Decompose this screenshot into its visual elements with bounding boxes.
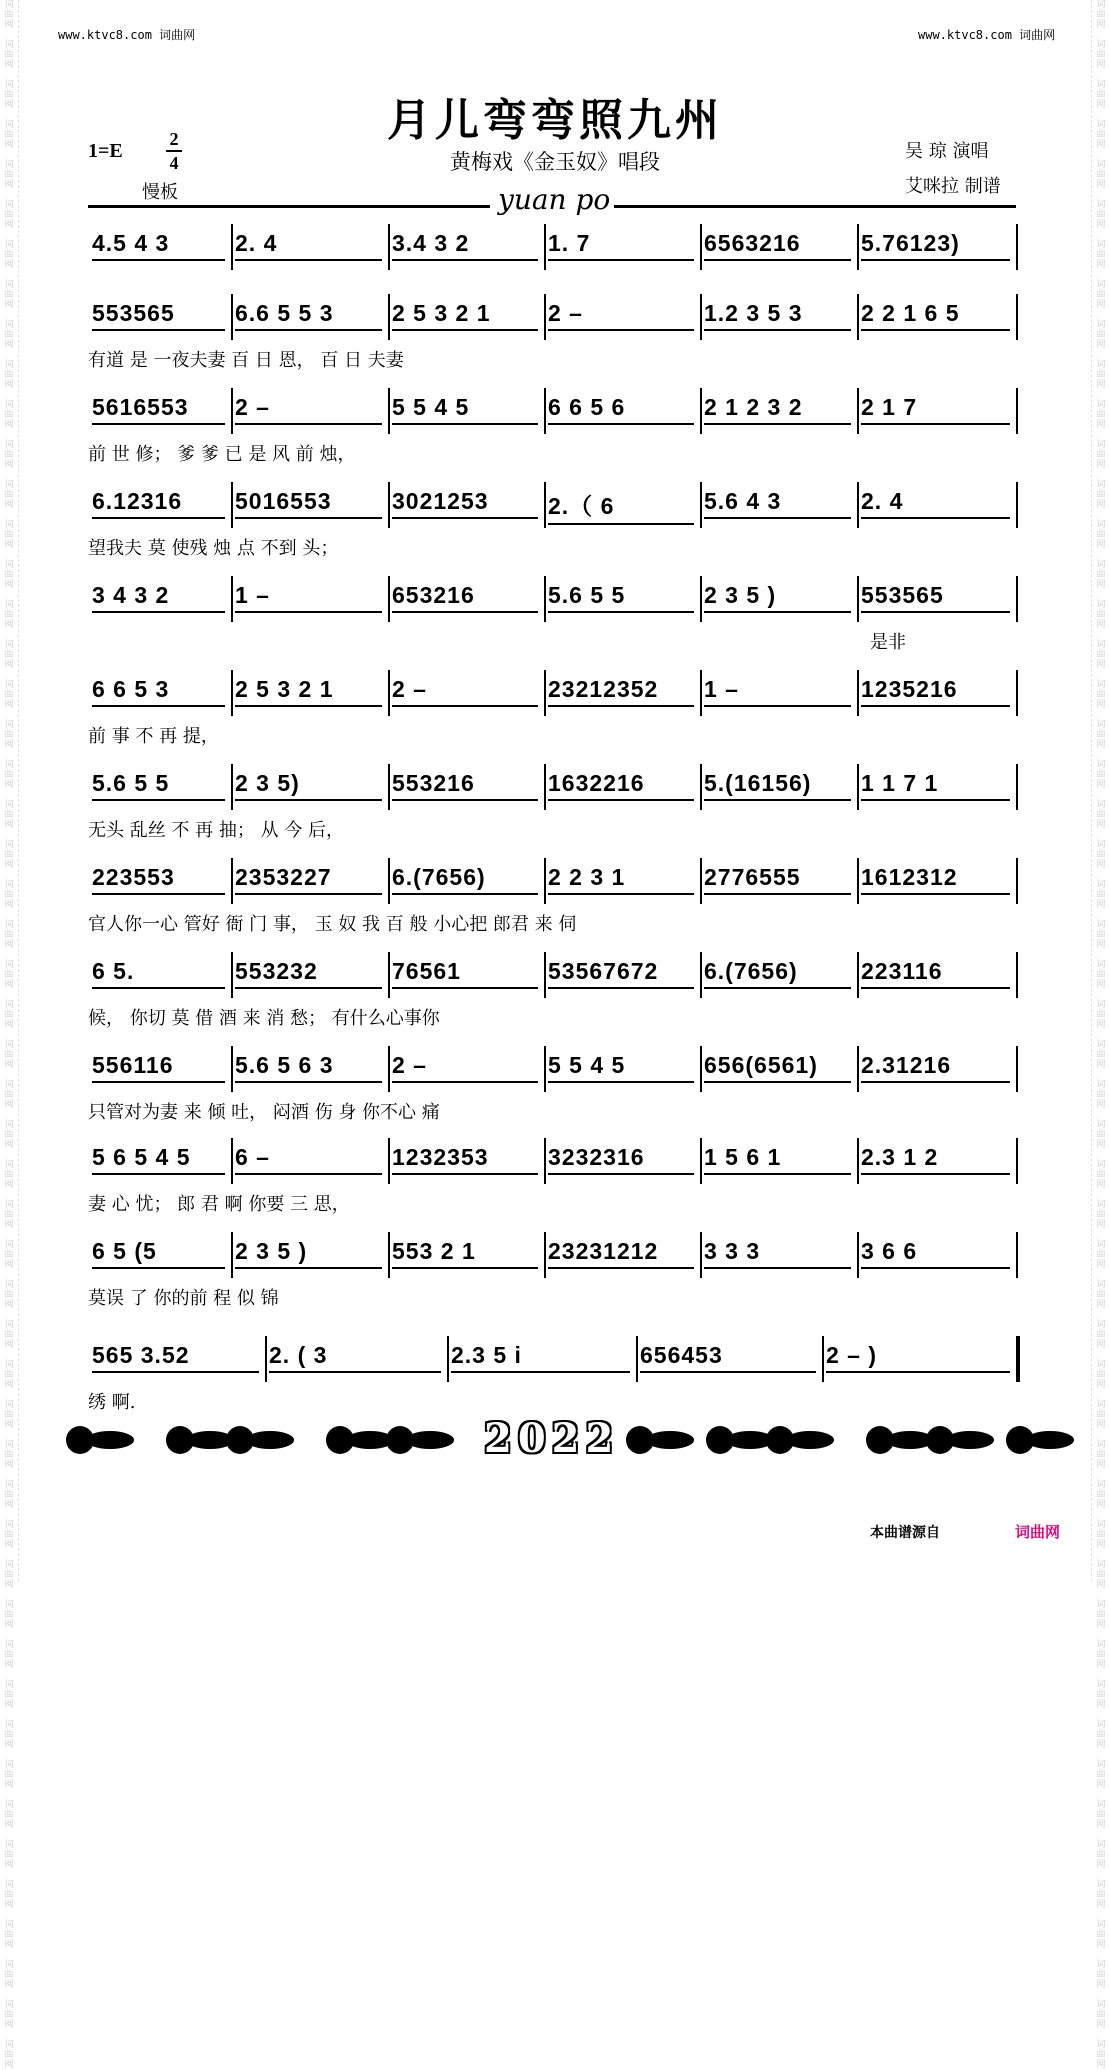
time-bottom: 4 xyxy=(169,153,179,173)
measure-notes: 2 3 5 ) xyxy=(704,582,851,613)
measure-notes: 5.6 4 3 xyxy=(704,488,851,519)
barline xyxy=(857,1046,859,1092)
measure-notes: 2 – xyxy=(392,1052,538,1083)
measure-notes: 3.4 3 2 xyxy=(392,230,538,261)
barline xyxy=(700,294,702,340)
measure-notes: 5.6 5 6 3 xyxy=(235,1052,382,1083)
measure-notes: 4.5 4 3 xyxy=(92,230,225,261)
barline xyxy=(231,1138,233,1184)
measure-notes: 6.(7656) xyxy=(704,958,851,989)
lyric-line: 妻 心 忧； 郎 君 啊 你要 三 思， xyxy=(88,1194,350,1215)
measure-notes: 2 – ) xyxy=(826,1342,1010,1373)
measure-notes: 1 5 6 1 xyxy=(704,1144,851,1175)
ornament-leaf xyxy=(406,1431,454,1449)
measure-notes: 1632216 xyxy=(548,770,694,801)
time-top: 2 xyxy=(169,129,179,149)
measure-notes: 1232353 xyxy=(392,1144,538,1175)
barline xyxy=(1016,670,1018,716)
barline xyxy=(388,1046,390,1092)
measure-notes: 223553 xyxy=(92,864,225,895)
measure-notes: 5016553 xyxy=(235,488,382,519)
barline xyxy=(857,224,859,270)
lyric-line: 无头 乱丝 不 再 抽； 从 今 后， xyxy=(88,820,345,841)
barline xyxy=(700,1138,702,1184)
barline xyxy=(700,388,702,434)
measure-notes: 2 – xyxy=(235,394,382,425)
barline xyxy=(857,576,859,622)
barline xyxy=(231,482,233,528)
barline xyxy=(1016,482,1018,528)
measure-notes: 5616553 xyxy=(92,394,225,425)
measure-notes: 553232 xyxy=(235,958,382,989)
measure-notes: 1 – xyxy=(704,676,851,707)
barline xyxy=(265,1336,267,1382)
barline xyxy=(544,952,546,998)
barline xyxy=(700,1232,702,1278)
site-url-left-text: www.ktvc8.com xyxy=(58,28,152,42)
measure-notes: 553565 xyxy=(92,300,225,331)
measure-notes: 6 – xyxy=(235,1144,382,1175)
measure-notes: 5.76123) xyxy=(861,230,1010,261)
left-side-watermark: 词 曲 网 词 曲 网 词 曲 网 词 曲 网 词 曲 网 词 曲 网 词 曲 网 词 曲 网 词 曲 网 词 曲 网 词 曲 网 词 曲 网 词 曲 网 词 曲 网 词 曲 网 词 曲 网 词 曲 网 词 曲 网 词 曲 网 词 曲 网 词 曲 网 词 曲 网 词 曲 网 词 曲 网 词 曲 网 词 曲 网 词 曲 网 词 曲 网 词 曲 网 词 曲 网 词 曲 网 词 曲 网 词 曲 网 词 曲 网 词 曲 网 词 曲 网 词 曲 网 词 曲 网 词 曲 网 词 曲 网 词 曲 网 词 曲 网 词 曲 网 词 曲 网 词 曲 网 词 曲 网 词 曲 网 词 曲 网 词 曲 网 词 曲 网 词 曲 网 词 曲 网 xyxy=(0,0,19,1581)
measure-notes: 76561 xyxy=(392,958,538,989)
measure-notes: 2 – xyxy=(392,676,538,707)
barline xyxy=(700,952,702,998)
measure-notes: 2 – xyxy=(548,300,694,331)
song-subtitle: 黄梅戏《金玉奴》唱段 xyxy=(450,150,660,174)
measure-notes: 565 3.52 xyxy=(92,1342,259,1373)
ornament-leaf xyxy=(786,1431,834,1449)
measure-notes: 2.3 1 2 xyxy=(861,1144,1010,1175)
measure-notes: 556116 xyxy=(92,1052,225,1083)
barline xyxy=(231,576,233,622)
measure-notes: 223116 xyxy=(861,958,1010,989)
site-url-right[interactable] xyxy=(918,26,1055,43)
measure-notes: 5 5 4 5 xyxy=(548,1052,694,1083)
barline xyxy=(388,858,390,904)
barline xyxy=(388,670,390,716)
measure-notes: 1. 7 xyxy=(548,230,694,261)
barline xyxy=(544,576,546,622)
lyric-line: 只管对为妻 来 倾 吐， 闷酒 伤 身 你不心 痛 xyxy=(88,1102,440,1123)
header-divider-right xyxy=(614,205,1016,208)
measure-notes: 1235216 xyxy=(861,676,1010,707)
barline xyxy=(636,1336,638,1382)
lyric-line: 前 事 不 再 提， xyxy=(88,726,219,747)
measure-notes: 1612312 xyxy=(861,864,1010,895)
barline xyxy=(1016,1232,1018,1278)
lyric-line: 是非 xyxy=(870,632,906,653)
source-label: 本曲谱源自 xyxy=(870,1525,940,1541)
measure-notes: 6 5 (5 xyxy=(92,1238,225,1269)
footer-year: 2022 xyxy=(484,1415,620,1462)
barline xyxy=(857,388,859,434)
measure-notes: 1.2 3 5 3 xyxy=(704,300,851,331)
barline xyxy=(700,670,702,716)
barline xyxy=(1016,224,1018,270)
barline xyxy=(857,1138,859,1184)
barline xyxy=(857,482,859,528)
measure-notes: 2.3 5 i xyxy=(451,1342,630,1373)
barline xyxy=(1016,1138,1018,1184)
barline xyxy=(700,1046,702,1092)
barline xyxy=(388,482,390,528)
barline xyxy=(231,858,233,904)
barline xyxy=(388,576,390,622)
measure-notes: 6563216 xyxy=(704,230,851,261)
measure-notes: 2353227 xyxy=(235,864,382,895)
barline xyxy=(231,670,233,716)
barline xyxy=(544,1138,546,1184)
measure-notes: 656(6561) xyxy=(704,1052,851,1083)
measure-notes: 656453 xyxy=(640,1342,816,1373)
measure-notes: 5.(16156) xyxy=(704,770,851,801)
measure-notes: 3021253 xyxy=(392,488,538,519)
measure-notes: 553565 xyxy=(861,582,1010,613)
barline xyxy=(231,1046,233,1092)
barline xyxy=(857,1232,859,1278)
singer-credit: 吴 琼 演唱 xyxy=(905,141,989,162)
barline xyxy=(1016,1336,1020,1382)
barline xyxy=(700,858,702,904)
lyric-line: 有道 是 一夜夫妻 百 日 恩， 百 日 夫妻 xyxy=(88,350,404,371)
measure-notes: 5.6 5 5 xyxy=(548,582,694,613)
measure-notes: 23231212 xyxy=(548,1238,694,1269)
barline xyxy=(388,388,390,434)
measure-notes: 2 3 5 ) xyxy=(235,1238,382,1269)
barline xyxy=(1016,1046,1018,1092)
measure-notes: 653216 xyxy=(392,582,538,613)
measure-notes: 6 6 5 3 xyxy=(92,676,225,707)
measure-notes: 2 3 5) xyxy=(235,770,382,801)
measure-notes: 1 – xyxy=(235,582,382,613)
barline xyxy=(544,1232,546,1278)
ornament-leaf xyxy=(946,1431,994,1449)
measure-notes: 5.6 5 5 xyxy=(92,770,225,801)
site-url-left[interactable] xyxy=(58,26,195,43)
site-name-right: 词曲网 xyxy=(1019,28,1056,42)
measure-notes: 6 6 5 6 xyxy=(548,394,694,425)
barline xyxy=(1016,576,1018,622)
barline xyxy=(447,1336,449,1382)
barline xyxy=(388,764,390,810)
site-url-right-text: www.ktvc8.com xyxy=(918,28,1012,42)
measure-notes: 3 6 6 xyxy=(861,1238,1010,1269)
measure-notes: 5 6 5 4 5 xyxy=(92,1144,225,1175)
barline xyxy=(231,388,233,434)
measure-notes: 23212352 xyxy=(548,676,694,707)
barline xyxy=(231,764,233,810)
barline xyxy=(231,952,233,998)
barline xyxy=(857,294,859,340)
tempo-marking: 慢板 xyxy=(142,182,178,203)
barline xyxy=(857,670,859,716)
yuanpo-watermark: yuan po xyxy=(498,183,611,216)
ornament-leaf xyxy=(1026,1431,1074,1449)
barline xyxy=(857,952,859,998)
measure-notes: 2. 4 xyxy=(235,230,382,261)
barline xyxy=(388,294,390,340)
barline xyxy=(1016,388,1018,434)
source-brand-link[interactable]: 词曲网 xyxy=(1015,1523,1061,1541)
lyric-line: 前 世 修； 爹 爹 已 是 风 前 烛， xyxy=(88,444,356,465)
barline xyxy=(544,858,546,904)
site-name-left: 词曲网 xyxy=(159,28,196,42)
ornament-leaf xyxy=(246,1431,294,1449)
barline xyxy=(388,224,390,270)
arranger-credit: 艾咪拉 制谱 xyxy=(905,176,1001,197)
measure-notes: 2. ( 3 xyxy=(269,1342,441,1373)
barline xyxy=(857,764,859,810)
measure-notes: 6.(7656) xyxy=(392,864,538,895)
barline xyxy=(700,764,702,810)
lyric-line: 绣 啊. xyxy=(88,1392,136,1413)
right-side-watermark: 词 曲 网 词 曲 网 词 曲 网 词 曲 网 词 曲 网 词 曲 网 词 曲 网 词 曲 网 词 曲 网 词 曲 网 词 曲 网 词 曲 网 词 曲 网 词 曲 网 词 曲 网 词 曲 网 词 曲 网 词 曲 网 词 曲 网 词 曲 网 词 曲 网 词 曲 网 词 曲 网 词 曲 网 词 曲 网 词 曲 网 词 曲 网 词 曲 网 词 曲 网 词 曲 网 词 曲 网 词 曲 网 词 曲 网 词 曲 网 词 曲 网 词 曲 网 词 曲 网 词 曲 网 词 曲 网 词 曲 网 词 曲 网 词 曲 网 词 曲 网 词 曲 网 词 曲 网 词 曲 网 词 曲 网 词 曲 网 词 曲 网 词 曲 网 词 曲 网 词 曲 网 xyxy=(1091,0,1110,1581)
barline xyxy=(1016,952,1018,998)
measure-notes: 553 2 1 xyxy=(392,1238,538,1269)
barline xyxy=(700,224,702,270)
measure-notes: 6 5. xyxy=(92,958,225,989)
barline xyxy=(1016,858,1018,904)
lyric-line: 候， 你切 莫 借 酒 来 消 愁； 有什么心事你 xyxy=(88,1008,440,1029)
barline xyxy=(544,224,546,270)
barline xyxy=(544,670,546,716)
barline xyxy=(544,1046,546,1092)
barline xyxy=(857,858,859,904)
measure-notes: 2 2 3 1 xyxy=(548,864,694,895)
measure-notes: 3 3 3 xyxy=(704,1238,851,1269)
barline xyxy=(544,388,546,434)
measure-notes: 2.（ 6 xyxy=(548,488,694,525)
barline xyxy=(700,482,702,528)
header-divider-left xyxy=(88,205,490,208)
barline xyxy=(822,1336,824,1382)
measure-notes: 3 4 3 2 xyxy=(92,582,225,613)
measure-notes: 2. 4 xyxy=(861,488,1010,519)
barline xyxy=(231,1232,233,1278)
key-signature: 1=E xyxy=(88,140,123,162)
measure-notes: 6.6 5 5 3 xyxy=(235,300,382,331)
measure-notes: 2.31216 xyxy=(861,1052,1010,1083)
measure-notes: 2 5 3 2 1 xyxy=(392,300,538,331)
barline xyxy=(544,294,546,340)
barline xyxy=(544,482,546,528)
barline xyxy=(544,764,546,810)
barline xyxy=(700,576,702,622)
measure-notes: 6.12316 xyxy=(92,488,225,519)
song-title: 月儿弯弯照九州 xyxy=(387,95,723,146)
ornament-leaf xyxy=(646,1431,694,1449)
barline xyxy=(388,952,390,998)
measure-notes: 553216 xyxy=(392,770,538,801)
measure-notes: 5 5 4 5 xyxy=(392,394,538,425)
measure-notes: 3232316 xyxy=(548,1144,694,1175)
measure-notes: 2 1 7 xyxy=(861,394,1010,425)
lyric-line: 望我夫 莫 使残 烛 点 不到 头； xyxy=(88,538,339,559)
measure-notes: 2 2 1 6 5 xyxy=(861,300,1010,331)
ornament-leaf xyxy=(86,1431,134,1449)
measure-notes: 2 5 3 2 1 xyxy=(235,676,382,707)
lyric-line: 莫误 了 你的前 程 似 锦 xyxy=(88,1288,279,1309)
measure-notes: 2776555 xyxy=(704,864,851,895)
barline xyxy=(388,1138,390,1184)
barline xyxy=(1016,764,1018,810)
barline xyxy=(231,294,233,340)
barline xyxy=(231,224,233,270)
measure-notes: 1 1 7 1 xyxy=(861,770,1010,801)
measure-notes: 2 1 2 3 2 xyxy=(704,394,851,425)
lyric-line: 官人你一心 管好 衙 门 事， 玉 奴 我 百 般 小心把 郎君 来 伺 xyxy=(88,914,577,935)
barline xyxy=(1016,294,1018,340)
measure-notes: 53567672 xyxy=(548,958,694,989)
barline xyxy=(388,1232,390,1278)
